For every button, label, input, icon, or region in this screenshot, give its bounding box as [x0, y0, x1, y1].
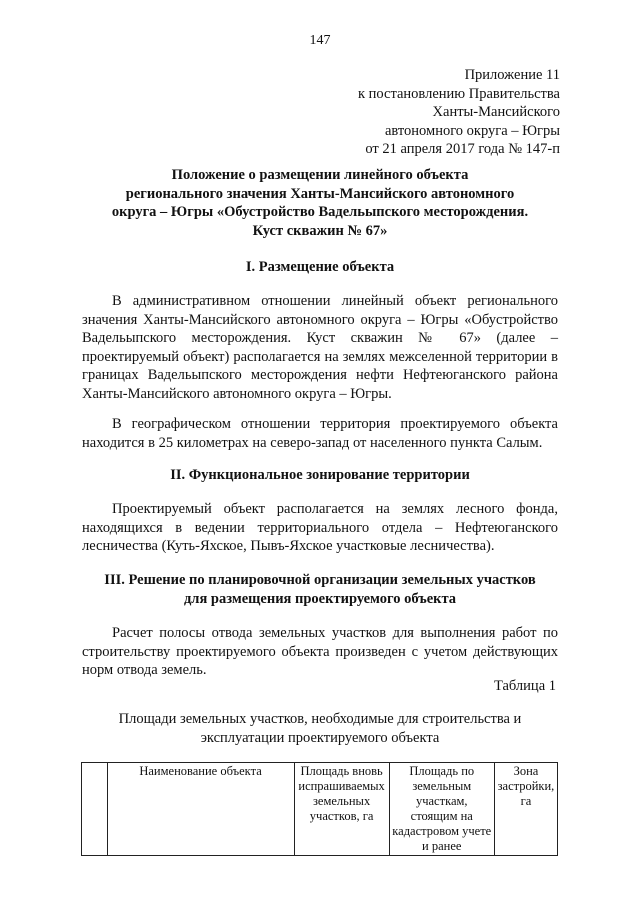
title-line: Куст скважин № 67» [252, 222, 388, 239]
document-title [60, 166, 580, 240]
land-area-table [81, 762, 558, 856]
appendix-line: автономного округа – Югры [384, 122, 560, 139]
appendix-line: к постановлению Правительства [358, 85, 560, 102]
appendix-line: Приложение 11 [464, 67, 560, 83]
section-3-heading-line: III. Решение по планировочной организации земельных участков [104, 572, 536, 588]
page-number: 147 [309, 33, 331, 48]
table-header-cell: Площадь по земельным участкам, стоящим на кадастровом учете и ранее [389, 763, 494, 856]
table-header-cell: Площадь вновь испрашиваемых земельных участков, га [294, 763, 389, 856]
table-caption-line: эксплуатации проектируемого объекта [200, 729, 440, 746]
section-3-paragraph-1: Расчет полосы отвода земельных участков для выполнения работ по строительству проектируемого объекта произведен с учетом действующих норм отвода земель. [82, 625, 558, 678]
section-3-heading [60, 571, 580, 608]
table-caption [60, 710, 580, 747]
table-header-cell [82, 763, 108, 856]
title-line: регионального значения Ханты-Мансийского автономного [125, 185, 515, 202]
appendix-line: от 21 апреля 2017 года № 147-п [365, 141, 560, 157]
section-2-paragraph-1: Проектируемый объект располагается на землях лесного фонда, находящихся в ведении территориального отдела – Нефтеюганского лесничества (Куть-Яхское, Пывъ-Яхское участковые лесничества). [82, 501, 558, 554]
section-1-paragraph-1: В административном отношении линейный объект регионального значения Ханты-Мансийского автономного округа – Югры «Обустройство Вадельыпского месторождения. Куст скважин № 67» (далее – проектируемый объект) располагается на землях межселенной территории в границах Вадельыпского месторождения нефти Нефтеюганского района Ханты-Мансийского автономного округа – Югры. [82, 293, 558, 402]
section-2-heading: II. Функциональное зонирование территории [170, 467, 470, 483]
table-header-cell: Наименование объекта [107, 763, 294, 856]
table-caption-line: Площади земельных участков, необходимые для строительства и [118, 711, 522, 727]
section-3-heading-line: для размещения проектируемого объекта [183, 590, 457, 607]
table-label: Таблица 1 [493, 678, 556, 694]
table-header-cell: Зона застройки, га [494, 763, 557, 856]
title-line: Положение о размещении линейного объекта [171, 167, 469, 183]
section-1-paragraph-2: В географическом отношении территория проектируемого объекта находится в 25 километрах на северо-запад от населенного пункта Салым. [82, 416, 558, 451]
appendix-block [358, 66, 560, 159]
appendix-line: Ханты-Мансийского [432, 104, 560, 120]
title-line: округа – Югры «Обустройство Вадельыпского месторождения. [111, 204, 529, 220]
table-header-row [82, 763, 558, 856]
section-1-heading: I. Размещение объекта [245, 259, 395, 275]
